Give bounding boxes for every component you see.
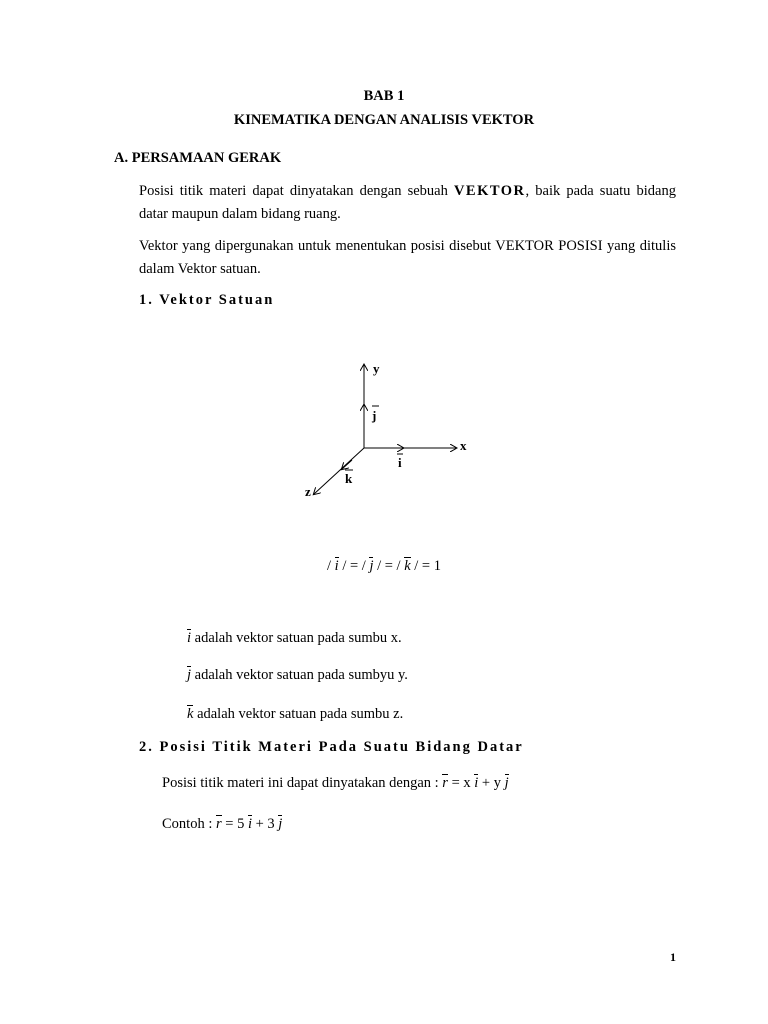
vector-j: j bbox=[187, 667, 192, 683]
vector-r: r bbox=[442, 775, 448, 791]
section-a-heading: A. PERSAMAAN GERAK bbox=[114, 150, 282, 166]
definition-k: k adalah vektor satuan pada sumbu z. bbox=[187, 706, 404, 722]
y-axis-label: y bbox=[373, 361, 380, 376]
vector-i: i bbox=[187, 630, 192, 646]
vector-j: j bbox=[369, 558, 374, 574]
bold-term-vektor: VEKTOR bbox=[453, 183, 526, 199]
magnitude-equation: / i / = / j / = / k / = 1 bbox=[327, 558, 441, 574]
example-equation: Contoh : r = 5 i + 3 j bbox=[162, 816, 283, 832]
position-equation: Posisi titik materi ini dapat dinyatakan dengan : r = x i + y j bbox=[162, 775, 509, 791]
chapter-title: KINEMATIKA DENGAN ANALISIS VEKTOR bbox=[233, 112, 535, 128]
unit-vector-k-arrow bbox=[342, 460, 352, 469]
vector-r: r bbox=[215, 816, 222, 832]
definition-i: i adalah vektor satuan pada sumbu x. bbox=[187, 630, 402, 646]
z-axis bbox=[314, 448, 364, 494]
section-a-paragraph-1: Posisi titik materi dapat dinyatakan dengan sebuah VEKTOR, baik pada suatu bidang datar maupun dalam bidang ruang. bbox=[139, 183, 676, 222]
chapter-number: BAB 1 bbox=[363, 88, 405, 104]
page-number: 1 bbox=[670, 950, 676, 964]
i-vector-label: i bbox=[398, 455, 402, 470]
z-axis-label: z bbox=[305, 484, 311, 499]
vector-j: j bbox=[278, 816, 283, 832]
vector-j: j bbox=[504, 775, 509, 791]
vector-k: k bbox=[404, 558, 411, 574]
subsection-1-heading: 1. Vektor Satuan bbox=[139, 292, 275, 308]
subsection-2-heading: 2. Posisi Titik Materi Pada Suatu Bidang Datar bbox=[139, 739, 524, 755]
vector-i: i bbox=[334, 558, 339, 574]
k-vector-label: k bbox=[345, 471, 353, 486]
coordinate-axes-diagram bbox=[290, 355, 490, 505]
x-axis-label: x bbox=[460, 438, 467, 453]
vector-i: i bbox=[474, 775, 479, 791]
vector-k: k bbox=[187, 706, 194, 722]
vector-i: i bbox=[247, 816, 252, 832]
j-vector-label: j bbox=[372, 408, 377, 423]
definition-j: j adalah vektor satuan pada sumbyu y. bbox=[187, 667, 408, 683]
section-a-paragraph-2: Vektor yang dipergunakan untuk menentukan posisi disebut VEKTOR POSISI yang ditulis dalam Vektor satuan. bbox=[139, 238, 676, 277]
